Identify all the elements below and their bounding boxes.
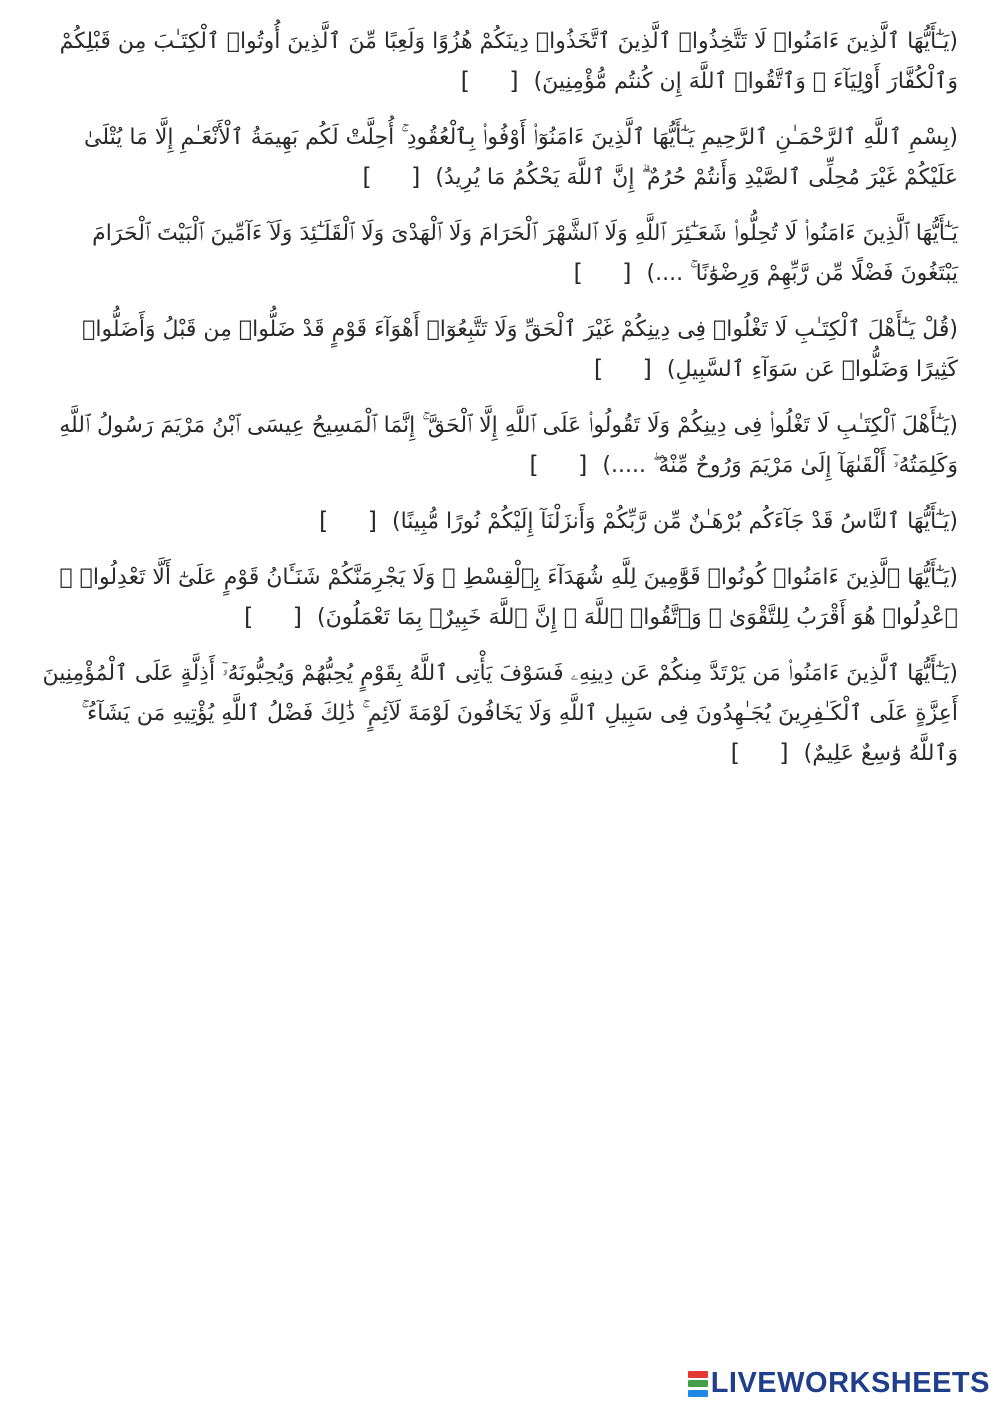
- question-6: [40, 502, 958, 542]
- bracket-open: [: [509, 67, 519, 95]
- bracket-open: [: [411, 163, 421, 191]
- bracket-open: [: [578, 451, 588, 479]
- answer-box-5[interactable]: [527, 451, 589, 481]
- bracket-close: ]: [573, 259, 583, 287]
- liveworksheets-logo-icon: [688, 1371, 708, 1397]
- logo-bar-green: [688, 1380, 708, 1387]
- bracket-close: ]: [593, 355, 604, 383]
- question-2: [40, 118, 958, 198]
- brand-name: LIVEWORKSHEETS: [710, 1367, 990, 1399]
- worksheet: [40, 22, 958, 790]
- question-5-text: (يَـٰٓأَهْلَ ٱلْكِتَـٰبِ لَا تَغْلُوا۟ فِى دِينِكُمْ وَلَا تَقُولُوا۟ عَلَى ٱللَّهِ إِلَّا ٱلْحَقَّ ۚ إِنَّمَا ٱلْمَسِيحُ عِيسَى ٱبْنُ مَرْيَمَ رَسُولُ ٱللَّهِ وَكَلِمَتُهُۥٓ أَلْقَىٰهَآ إِلَىٰ مَرْيَمَ وَرُوحٌ مِّنْهُ ۖ .....): [59, 413, 958, 478]
- answer-box-1[interactable]: [459, 67, 521, 97]
- answer-box-8[interactable]: [729, 739, 791, 769]
- logo-bar-red: [688, 1371, 708, 1378]
- liveworksheets-brand[interactable]: [688, 1367, 990, 1400]
- bracket-open: [: [292, 603, 303, 631]
- question-1-text: (يَـٰٓأَيُّهَا ٱلَّذِينَ ءَامَنُوا۟ لَا تَتَّخِذُوا۟ ٱلَّذِينَ ٱتَّخَذُوا۟ دِينَكُمْ هُزُوًا وَلَعِبًا مِّنَ ٱلَّذِينَ أُوتُوا۟ ٱلْكِتَـٰبَ مِن قَبْلِكُمْ وَٱلْكُفَّارَ أَوْلِيَآءَ ۚ وَٱتَّقُوا۟ ٱللَّهَ إِن كُنتُم مُّؤْمِنِينَ): [59, 29, 958, 94]
- answer-box-7[interactable]: [242, 603, 304, 633]
- question-7-text: (يَـٰٓأَيُّهَا ٱلَّذِينَ ءَامَنُوا۟ كُونُوا۟ قَوَّٰمِينَ لِلَّهِ شُهَدَآءَ بِٱلْقِسْطِ ۖ وَلَا يَجْرِمَنَّكُمْ شَنَـَٔانُ قَوْمٍ عَلَىٰٓ أَلَّا تَعْدِلُوا۟ ۚ ٱعْدِلُوا۟ هُوَ أَقْرَبُ لِلتَّقْوَىٰ ۖ وَٱتَّقُوا۟ ٱللَّهَ ۚ إِنَّ ٱللَّهَ خَبِيرٌۢ بِمَا تَعْمَلُونَ): [59, 565, 958, 630]
- question-7: [40, 558, 958, 638]
- bracket-close: ]: [244, 603, 254, 631]
- bracket-close: ]: [319, 507, 329, 535]
- bracket-close: ]: [362, 163, 372, 191]
- question-6-text: (يَـٰٓأَيُّهَا ٱلنَّاسُ قَدْ جَآءَكُم بُرْهَـٰنٌ مِّن رَّبِّكُمْ وَأَنزَلْنَآ إِلَيْكُمْ نُورًا مُّبِينًا): [392, 509, 958, 534]
- question-8-text: (يَـٰٓأَيُّهَا ٱلَّذِينَ ءَامَنُوا۟ مَن يَرْتَدَّ مِنكُمْ عَن دِينِهِۦ فَسَوْفَ يَأْتِى ٱللَّهُ بِقَوْمٍ يُحِبُّهُمْ وَيُحِبُّونَهُۥٓ أَذِلَّةٍ عَلَى ٱلْمُؤْمِنِينَ أَعِزَّةٍ عَلَى ٱلْكَـٰفِرِينَ يُجَـٰهِدُونَ فِى سَبِيلِ ٱللَّهِ وَلَا يَخَافُونَ لَوْمَةَ لَآئِمٍ ۚ ذَٰلِكَ فَضْلُ ٱللَّهِ يُؤْتِيهِ مَن يَشَآءُ ۚ وَٱللَّهُ وَٰسِعٌ عَلِيمٌ): [42, 661, 958, 766]
- bracket-open: [: [367, 507, 377, 535]
- bracket-close: ]: [460, 67, 470, 95]
- question-8: [40, 654, 958, 774]
- answer-box-6[interactable]: [317, 507, 379, 537]
- bracket-close: ]: [529, 451, 539, 479]
- bracket-open: [: [779, 739, 789, 767]
- logo-bar-blue: [688, 1390, 708, 1397]
- answer-box-2[interactable]: [360, 163, 422, 193]
- bracket-close: ]: [730, 739, 741, 767]
- question-1: [40, 22, 958, 102]
- question-3-text: يَـٰٓأَيُّهَا ٱلَّذِينَ ءَامَنُوا۟ لَا تُحِلُّوا۟ شَعَـٰٓئِرَ ٱللَّهِ وَلَا ٱلشَّهْرَ ٱلْحَرَامَ وَلَا ٱلْهَدْىَ وَلَا ٱلْقَلَـٰٓئِدَ وَلَآ ءَآمِّينَ ٱلْبَيْتَ ٱلْحَرَامَ يَبْتَغُونَ فَضْلًا مِّن رَّبِّهِمْ وَرِضْوَٰنًا ۚ ....): [92, 221, 958, 286]
- question-2-text: (بِسْمِ ٱللَّهِ ٱلرَّحْمَـٰنِ ٱلرَّحِيمِ يَـٰٓأَيُّهَا ٱلَّذِينَ ءَامَنُوٓا۟ أَوْفُوا۟ بِٱلْعُقُودِ ۚ أُحِلَّتْ لَكُم بَهِيمَةُ ٱلْأَنْعَـٰمِ إِلَّا مَا يُتْلَىٰ عَلَيْكُمْ غَيْرَ مُحِلِّى ٱلصَّيْدِ وَأَنتُمْ حُرُمٌ ۗ إِنَّ ٱللَّهَ يَحْكُمُ مَا يُرِيدُ): [83, 125, 958, 190]
- question-5: [40, 406, 958, 486]
- answer-box-3[interactable]: [572, 259, 634, 289]
- answer-box-4[interactable]: [592, 355, 654, 385]
- question-3: [40, 214, 958, 294]
- bracket-open: [: [642, 355, 652, 383]
- bracket-open: [: [622, 259, 632, 287]
- question-4: [40, 310, 958, 390]
- question-4-text: (قُلْ يَـٰٓأَهْلَ ٱلْكِتَـٰبِ لَا تَغْلُوا۟ فِى دِينِكُمْ غَيْرَ ٱلْحَقِّ وَلَا تَتَّبِعُوٓا۟ أَهْوَآءَ قَوْمٍ قَدْ ضَلُّوا۟ مِن قَبْلُ وَأَضَلُّوا۟ كَثِيرًا وَضَلُّوا۟ عَن سَوَآءِ ٱلسَّبِيلِ): [82, 317, 958, 382]
